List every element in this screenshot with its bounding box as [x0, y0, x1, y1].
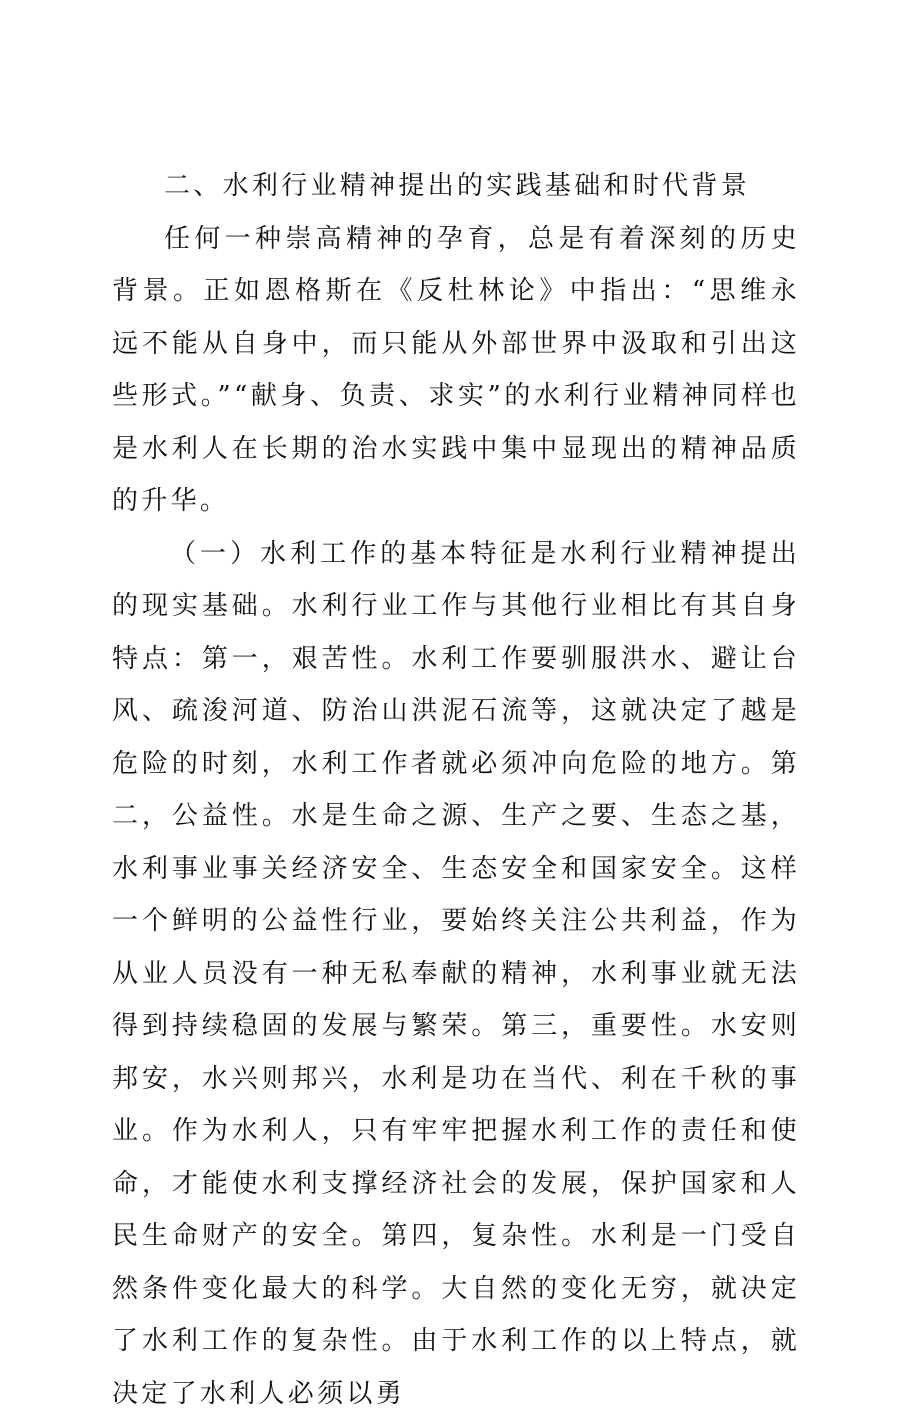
paragraph-basic-characteristics: （一）水利工作的基本特征是水利行业精神提出的现实基础。水利行业工作与其他行业相比有其自身特点：第一，艰苦性。水利工作要驯服洪水、避让台风、疏浚河道、防治山洪泥石流等，这就决定了越是危险的时刻，水利工作者就必须冲向危险的地方。第二，公益性。水是生命之源、生产之要、生态之基，水利事业事关经济安全、生态安全和国家安全。这样一个鲜明的公益性行业，要始终关注公共利益，作为从业人员没有一种无私奉献的精神，水利事业就无法得到持续稳固的发展与繁荣。第三，重要性。水安则邦安，水兴则邦兴，水利是功在当代、利在千秋的事业。作为水利人，只有牢牢把握水利工作的责任和使命，才能使水利支撑经济社会的发展，保护国家和人民生命财产的安全。第四，复杂性。水利是一门受自然条件变化最大的科学。大自然的变化无穷，就决定了水利工作的复杂性。由于水利工作的以上特点，就决定了水利人必须以勇	[112, 528, 800, 1420]
paragraph-historical-background: 任何一种崇高精神的孕育，总是有着深刻的历史背景。正如恩格斯在《反杜林论》中指出：“思维永远不能从自身中，而只能从外部世界中汲取和引出这些形式。”“献身、负责、求实”的水利行业精神同样也是水利人在长期的治水实践中集中显现出的精神品质的升华。	[112, 213, 800, 528]
document-body	[112, 160, 800, 1420]
section-heading: 二、水利行业精神提出的实践基础和时代背景	[112, 160, 800, 213]
